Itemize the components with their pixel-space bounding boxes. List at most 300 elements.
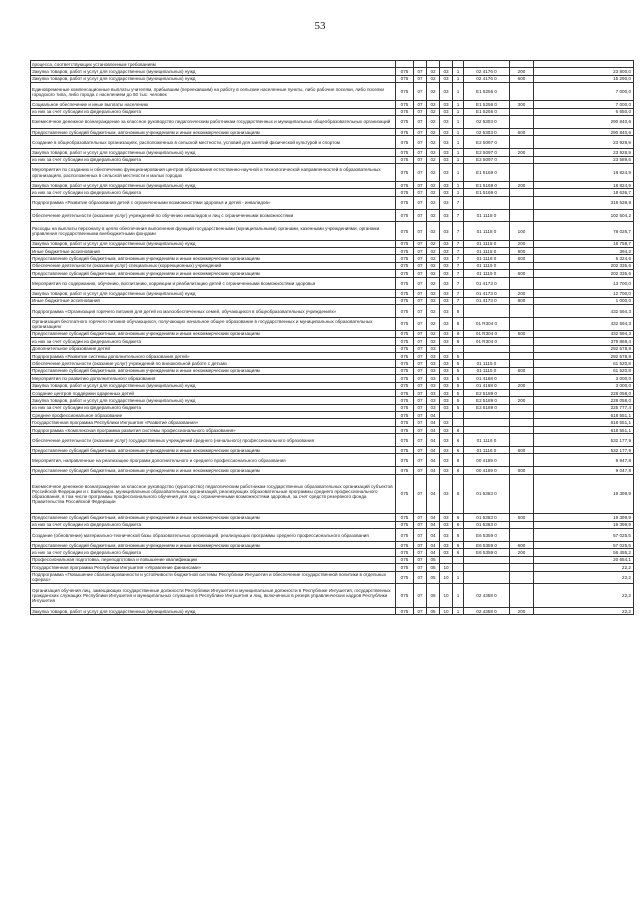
cell-kvr: [510, 375, 534, 382]
cell-ved: 075: [396, 521, 414, 528]
cell-kvr: [510, 360, 534, 367]
cell-kvr: [510, 61, 534, 68]
cell-kvr: [510, 564, 534, 571]
cell-name: Обеспечение деятельности (оказание услуг) государственных учреждений среднего (начального) профессионального образования: [31, 434, 396, 447]
cell-pr: 03: [427, 375, 440, 382]
cell-rz: 07: [414, 521, 427, 528]
cell-vr: [464, 564, 510, 571]
cell-pp: 03: [440, 108, 453, 115]
cell-rz: 07: [414, 108, 427, 115]
cell-name: Иные бюджетные ассигнования: [31, 248, 396, 255]
cell-pr: 02: [427, 305, 440, 318]
cell-pr: 03: [427, 352, 440, 359]
cell-vr: 01 1119 0: [464, 270, 510, 277]
cell-pp: 03: [440, 182, 453, 189]
cell-pp: 03: [440, 270, 453, 277]
cell-name: Предоставление субсидий бюджетным, автономным учреждениям и иным некоммерческим организациям: [31, 467, 396, 474]
table-row: [31, 426, 634, 433]
cell-kvr: [510, 189, 534, 196]
cell-name: Организация бесплатного горячего питания обучающихся, получающих начальное общее образование в государственных и муниципальных образовательных организациях: [31, 317, 396, 330]
cell-kvr: [510, 277, 534, 290]
cell-ms: 1: [453, 189, 464, 196]
cell-pp: 03: [440, 474, 453, 514]
cell-sum: 7 000,0: [534, 101, 634, 108]
cell-vr: [464, 571, 510, 584]
cell-kvr: 200: [510, 397, 534, 404]
cell-pr: 02: [427, 136, 440, 149]
cell-vr: 00 4169 0: [464, 467, 510, 474]
cell-ved: 075: [396, 68, 414, 75]
cell-pp: 03: [440, 222, 453, 240]
cell-ms: 7: [453, 297, 464, 304]
cell-pp: 03: [440, 330, 453, 337]
cell-kvr: 200: [510, 607, 534, 614]
cell-ms: 1: [453, 607, 464, 614]
cell-kvr: 300: [510, 101, 534, 108]
table-row: [31, 542, 634, 549]
cell-name: Профессиональная подготовка, переподготовка и повышение квалификации: [31, 556, 396, 563]
cell-pp: 03: [440, 338, 453, 345]
cell-ms: 6: [453, 549, 464, 556]
cell-ved: 075: [396, 514, 414, 521]
cell-kvr: 800: [510, 297, 534, 304]
cell-sum: 18 636,7: [534, 189, 634, 196]
cell-name: Закупка товаров, работ и услуг для государственных (муниципальных) нужд: [31, 290, 396, 297]
cell-name: Мероприятия, направленные на реализацию программ дополнительного и среднего профессионального образования: [31, 454, 396, 467]
cell-rz: 07: [414, 75, 427, 82]
cell-pp: 03: [440, 290, 453, 297]
cell-rz: 07: [414, 426, 427, 433]
cell-pp: 03: [440, 156, 453, 163]
cell-kvr: [510, 404, 534, 411]
cell-vr: [464, 196, 510, 209]
cell-ms: 6: [453, 454, 464, 467]
cell-vr: 01 R304 0: [464, 338, 510, 345]
cell-pr: 02: [427, 83, 440, 101]
cell-rz: 07: [414, 116, 427, 129]
cell-pp: 03: [440, 389, 453, 396]
table-row: [31, 270, 634, 277]
cell-pr: 03: [427, 389, 440, 396]
table-row: [31, 196, 634, 209]
cell-ms: 6: [453, 521, 464, 528]
cell-sum: 61 520,8: [534, 367, 634, 374]
cell-sum: 202 335,6: [534, 270, 634, 277]
cell-pp: [440, 61, 453, 68]
cell-ms: 5: [453, 389, 464, 396]
table-row: [31, 360, 634, 367]
cell-name: Мероприятия по развитию дополнительного образования: [31, 375, 396, 382]
cell-ms: 8: [453, 338, 464, 345]
cell-pr: 02: [427, 297, 440, 304]
cell-ms: 7: [453, 248, 464, 255]
cell-rz: 07: [414, 412, 427, 419]
cell-ved: 075: [396, 290, 414, 297]
table-row: [31, 389, 634, 396]
cell-kvr: [510, 156, 534, 163]
cell-ved: 075: [396, 116, 414, 129]
cell-sum: 22,2: [534, 564, 634, 571]
cell-rz: 07: [414, 419, 427, 426]
cell-ms: 5: [453, 352, 464, 359]
cell-ved: 075: [396, 108, 414, 115]
cell-ved: 075: [396, 75, 414, 82]
table-row: [31, 189, 634, 196]
cell-ms: 7: [453, 196, 464, 209]
cell-sum: 57 025,5: [534, 529, 634, 542]
cell-sum: 618 551,1: [534, 426, 634, 433]
cell-ved: 075: [396, 607, 414, 614]
cell-kvr: [510, 584, 534, 608]
cell-sum: 3 000,0: [534, 375, 634, 382]
cell-sum: 1 000,0: [534, 297, 634, 304]
cell-rz: 07: [414, 182, 427, 189]
cell-sum: 202 335,6: [534, 262, 634, 269]
cell-vr: E6 5359 0: [464, 549, 510, 556]
cell-pr: 02: [427, 108, 440, 115]
cell-name: Государственная программа Республики Ингушетия «Развитие образования»: [31, 419, 396, 426]
cell-name: Создание центров поддержки одаренных детей: [31, 389, 396, 396]
cell-ved: 075: [396, 352, 414, 359]
cell-kvr: [510, 389, 534, 396]
cell-pr: 02: [427, 196, 440, 209]
table-row: [31, 584, 634, 608]
cell-pp: 03: [440, 116, 453, 129]
cell-ved: 075: [396, 317, 414, 330]
cell-kvr: 600: [510, 542, 534, 549]
cell-sum: 23 589,6: [534, 156, 634, 163]
cell-ved: [396, 61, 414, 68]
cell-ved: 075: [396, 209, 414, 222]
cell-ved: 075: [396, 338, 414, 345]
cell-ved: 075: [396, 542, 414, 549]
cell-sum: 7 000,0: [534, 83, 634, 101]
table-row: [31, 521, 634, 528]
cell-ms: 1: [453, 101, 464, 108]
cell-name: Предоставление субсидий бюджетным, автономным учреждениям и иным некоммерческим организациям: [31, 367, 396, 374]
cell-ms: 1: [453, 136, 464, 149]
cell-name: Мероприятия по содержанию, обучению, воспитанию, коррекции и реабилитацию детей с ограниченными возможностями здоровья: [31, 277, 396, 290]
table-row: [31, 156, 634, 163]
cell-vr: 01 4173 0: [464, 277, 510, 290]
table-row: [31, 255, 634, 262]
cell-sum: 618 551,1: [534, 412, 634, 419]
table-row: [31, 149, 634, 156]
cell-vr: 01 1116 0: [464, 447, 510, 454]
table-row: [31, 83, 634, 101]
cell-ms: 6: [453, 426, 464, 433]
cell-pp: 03: [440, 240, 453, 247]
cell-pr: 03: [427, 345, 440, 352]
cell-sum: 379 868,4: [534, 338, 634, 345]
cell-kvr: 600: [510, 367, 534, 374]
cell-pp: 03: [440, 529, 453, 542]
cell-kvr: 200: [510, 149, 534, 156]
cell-pr: 02: [427, 68, 440, 75]
cell-kvr: [510, 116, 534, 129]
cell-pr: 05: [427, 564, 440, 571]
cell-name: процесса, соответствующих установленным требованиям: [31, 61, 396, 68]
cell-ms: [453, 345, 464, 352]
cell-name: Подпрограмма «Повышение сбалансированности и устойчивости бюджетной системы Республики Ингушетия и обеспечение государственной политики в отдельных сферах»: [31, 571, 396, 584]
cell-pr: 02: [427, 101, 440, 108]
cell-name: Организация обучения лиц, замещающих государственные должности Республики Ингушетия и муниципальные должности в Республике Ингушетия, государственных гражданских служащих Республики Ингушетия и муниципальных служащих в Республике Ингушетия и лиц, включенных в резерв управленческих кадров Республики Ингушетия: [31, 584, 396, 608]
cell-vr: 01 5363 0: [464, 514, 510, 521]
cell-ved: 075: [396, 571, 414, 584]
cell-vr: 01 1115 0: [464, 367, 510, 374]
cell-rz: 07: [414, 240, 427, 247]
cell-vr: 02 4176 0: [464, 68, 510, 75]
table-row: [31, 375, 634, 382]
cell-sum: 618 551,1: [534, 419, 634, 426]
cell-sum: 228 058,0: [534, 389, 634, 396]
cell-sum: 225 777,4: [534, 404, 634, 411]
cell-vr: [464, 412, 510, 419]
cell-pp: 03: [440, 248, 453, 255]
cell-pr: 02: [427, 222, 440, 240]
cell-sum: 290 840,6: [534, 128, 634, 135]
cell-name: Подпрограмма «Развитие системы дополнительного образования детей»: [31, 352, 396, 359]
cell-sum: 228 058,0: [534, 397, 634, 404]
cell-vr: 01 1118 0: [464, 209, 510, 222]
table-row: [31, 182, 634, 189]
cell-pp: [440, 345, 453, 352]
cell-pr: 02: [427, 149, 440, 156]
cell-pp: 03: [440, 352, 453, 359]
cell-name: Закупка товаров, работ и услуг для государственных (муниципальных) нужд: [31, 382, 396, 389]
cell-sum: 19 399,9: [534, 521, 634, 528]
cell-rz: 07: [414, 382, 427, 389]
table-row: [31, 290, 634, 297]
cell-pr: 03: [427, 404, 440, 411]
cell-sum: 19 399,9: [534, 474, 634, 514]
cell-name: Обеспечение деятельности (оказание услуг) учреждений по внешкольной работе с детьми: [31, 360, 396, 367]
cell-ved: 075: [396, 136, 414, 149]
cell-name: Государственная программа Республики Ингушетия «Управление финансами»: [31, 564, 396, 571]
cell-ms: 7: [453, 290, 464, 297]
cell-rz: 07: [414, 556, 427, 563]
cell-kvr: [510, 412, 534, 419]
cell-name: Предоставление субсидий бюджетным, автономным учреждениям и иным некоммерческим организациям: [31, 255, 396, 262]
cell-pp: 03: [440, 367, 453, 374]
cell-ved: 075: [396, 549, 414, 556]
cell-vr: E1 5169 0: [464, 182, 510, 189]
cell-ms: 5: [453, 360, 464, 367]
table-row: [31, 549, 634, 556]
table-row: [31, 116, 634, 129]
cell-pr: 02: [427, 75, 440, 82]
cell-rz: 07: [414, 571, 427, 584]
cell-ved: 075: [396, 262, 414, 269]
table-row: [31, 101, 634, 108]
cell-pp: 03: [440, 297, 453, 304]
cell-rz: 07: [414, 262, 427, 269]
cell-pp: 03: [440, 447, 453, 454]
cell-pp: 03: [440, 549, 453, 556]
cell-vr: E1 5169 0: [464, 189, 510, 196]
cell-pp: 10: [440, 564, 453, 571]
cell-pr: 02: [427, 240, 440, 247]
table-row: [31, 529, 634, 542]
cell-name: Мероприятия по созданию и обеспечению функционирования центров образования естественно-научной и технологической направленностей в образовательных организациях, расположенных в сельской местности и малых городах: [31, 163, 396, 181]
cell-pp: 03: [440, 128, 453, 135]
budget-table-body: [31, 61, 634, 615]
cell-pp: 03: [440, 521, 453, 528]
cell-sum: 23 928,9: [534, 136, 634, 149]
cell-ms: 7: [453, 255, 464, 262]
cell-sum: 12 700,0: [534, 290, 634, 297]
cell-sum: 292 578,8: [534, 352, 634, 359]
cell-vr: 01 1119 0: [464, 262, 510, 269]
cell-vr: 01 R304 0: [464, 317, 510, 330]
cell-rz: 07: [414, 338, 427, 345]
cell-rz: 07: [414, 454, 427, 467]
cell-kvr: 600: [510, 330, 534, 337]
table-row: [31, 467, 634, 474]
cell-kvr: [510, 338, 534, 345]
cell-ms: 6: [453, 474, 464, 514]
cell-pp: 03: [440, 426, 453, 433]
cell-name: Предоставление субсидий бюджетным, автономным учреждениям и иным некоммерческим организациям: [31, 330, 396, 337]
cell-sum: 78 026,7: [534, 222, 634, 240]
cell-pp: 03: [440, 542, 453, 549]
cell-ms: 1: [453, 163, 464, 181]
cell-vr: 01 4173 0: [464, 290, 510, 297]
cell-sum: 394,2: [534, 248, 634, 255]
cell-rz: 07: [414, 360, 427, 367]
cell-vr: E1 5256 0: [464, 83, 510, 101]
cell-ms: [453, 556, 464, 563]
cell-ms: 6: [453, 529, 464, 542]
cell-name: Иные бюджетные ассигнования: [31, 297, 396, 304]
cell-rz: 07: [414, 270, 427, 277]
table-row: [31, 474, 634, 514]
cell-name: Ежемесячное денежное вознаграждение за классное руководство педагогическим работникам государственных и муниципальных общеобразовательных организаций: [31, 116, 396, 129]
cell-ms: 1: [453, 128, 464, 135]
cell-pr: 02: [427, 156, 440, 163]
cell-ved: 075: [396, 297, 414, 304]
table-row: [31, 564, 634, 571]
cell-ms: [453, 564, 464, 571]
cell-sum: [534, 61, 634, 68]
cell-ms: 1: [453, 182, 464, 189]
cell-ved: 075: [396, 305, 414, 318]
cell-ved: 075: [396, 474, 414, 514]
cell-name: Создание (обновление) материально-технической базы образовательных организаций, реализующих программы среднего профессионального образования: [31, 529, 396, 542]
table-row: [31, 404, 634, 411]
table-row: [31, 514, 634, 521]
cell-vr: E2 5097 0: [464, 149, 510, 156]
cell-sum: 23 928,9: [534, 149, 634, 156]
cell-ved: 075: [396, 556, 414, 563]
cell-pr: 02: [427, 128, 440, 135]
cell-ved: 075: [396, 447, 414, 454]
cell-rz: 07: [414, 514, 427, 521]
cell-vr: E2 5097 0: [464, 156, 510, 163]
cell-vr: 01 1115 0: [464, 360, 510, 367]
cell-name: Обеспечение деятельности (оказание услуг) специальных (коррекционных) учреждений: [31, 262, 396, 269]
cell-ved: 075: [396, 584, 414, 608]
table-row: [31, 352, 634, 359]
table-row: [31, 412, 634, 419]
cell-ved: 075: [396, 375, 414, 382]
table-row: [31, 330, 634, 337]
table-row: [31, 297, 634, 304]
cell-kvr: 600: [510, 447, 534, 454]
cell-ms: 1: [453, 156, 464, 163]
cell-ms: 6: [453, 467, 464, 474]
cell-pr: 02: [427, 277, 440, 290]
cell-sum: 532 177,9: [534, 447, 634, 454]
cell-name: Расходы на выплаты персоналу в целях обеспечения выполнения функций государственными (муниципальными) органами, казенными учреждениями, органами управления государственными внебюджетными фондами: [31, 222, 396, 240]
cell-pp: [440, 556, 453, 563]
cell-kvr: [510, 108, 534, 115]
cell-vr: E2 5189 0: [464, 389, 510, 396]
cell-pr: 02: [427, 338, 440, 345]
cell-ved: 075: [396, 248, 414, 255]
cell-rz: 07: [414, 156, 427, 163]
cell-pr: 04: [427, 447, 440, 454]
cell-pp: 03: [440, 136, 453, 149]
cell-vr: [464, 419, 510, 426]
cell-pp: 03: [440, 189, 453, 196]
cell-sum: 3 000,0: [534, 382, 634, 389]
cell-pp: 03: [440, 83, 453, 101]
cell-ved: 075: [396, 222, 414, 240]
cell-pr: 03: [427, 367, 440, 374]
cell-ms: 5: [453, 404, 464, 411]
cell-vr: E1 5169 0: [464, 163, 510, 181]
cell-name: Социальное обеспечение и иные выплаты населению: [31, 101, 396, 108]
table-row: [31, 447, 634, 454]
cell-pp: [440, 412, 453, 419]
cell-name: Закупка товаров, работ и услуг для государственных (муниципальных) нужд: [31, 397, 396, 404]
cell-pp: 03: [440, 305, 453, 318]
cell-vr: E6 5359 0: [464, 529, 510, 542]
cell-rz: 07: [414, 305, 427, 318]
cell-name: Предоставление субсидий бюджетным, автономным учреждениям и иным некоммерческим организациям: [31, 128, 396, 135]
cell-sum: 20 654,1: [534, 556, 634, 563]
cell-ved: 075: [396, 182, 414, 189]
table-row: [31, 277, 634, 290]
cell-vr: 02 5303 0: [464, 128, 510, 135]
cell-rz: 07: [414, 290, 427, 297]
cell-vr: 00 4169 0: [464, 454, 510, 467]
cell-rz: 07: [414, 83, 427, 101]
cell-pp: 03: [440, 360, 453, 367]
table-row: [31, 345, 634, 352]
cell-sum: 22,2: [534, 571, 634, 584]
cell-pp: 03: [440, 101, 453, 108]
table-row: [31, 68, 634, 75]
cell-vr: 01 5363 0: [464, 474, 510, 514]
cell-sum: 57 025,5: [534, 542, 634, 549]
cell-sum: 432 594,3: [534, 317, 634, 330]
cell-ms: 7: [453, 262, 464, 269]
cell-kvr: 600: [510, 467, 534, 474]
cell-ved: 075: [396, 389, 414, 396]
cell-pr: 02: [427, 255, 440, 262]
cell-name: из них за счет субсидии из федерального бюджета: [31, 549, 396, 556]
cell-pp: 03: [440, 262, 453, 269]
table-row: [31, 108, 634, 115]
cell-vr: E2 5189 0: [464, 397, 510, 404]
cell-rz: 07: [414, 136, 427, 149]
cell-kvr: 800: [510, 248, 534, 255]
cell-sum: 318 539,8: [534, 196, 634, 209]
cell-ved: 075: [396, 426, 414, 433]
cell-rz: 07: [414, 189, 427, 196]
